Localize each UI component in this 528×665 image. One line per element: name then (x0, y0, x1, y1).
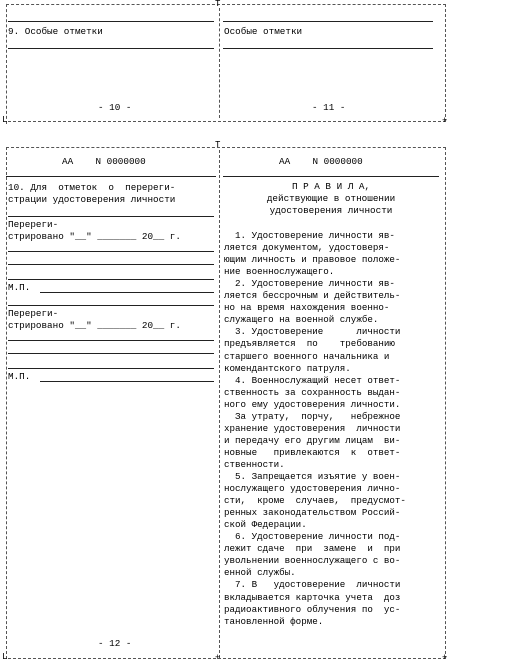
bottom-l-mark: L (2, 652, 8, 662)
left-rule (8, 279, 214, 280)
right-document-number: АА N 0000000 (279, 156, 363, 167)
top-left-rule-1 (8, 21, 214, 22)
rules-subtitle-2: удостоверения личности (269, 205, 393, 216)
rules-line: лежит сдаче при замене и при (224, 543, 401, 555)
page-number-12: - 12 - (98, 638, 132, 649)
rules-line: вкладывается карточка учета доз (224, 591, 401, 603)
left-rule (40, 292, 214, 293)
rules-line: предъявляется по требованию (224, 338, 395, 350)
bottom-left-vline (6, 147, 7, 659)
top-left-rule-2 (8, 48, 214, 49)
bottom-edge-line (6, 147, 446, 148)
rules-line: но на время нахождения военно- (224, 302, 390, 314)
top-bottom-edge-line (8, 121, 446, 122)
rules-line: ляется бессрочным и действитель- (224, 290, 401, 302)
reregistration-2-date: стрировано "__" _______ 20__ г. (8, 320, 181, 331)
rules-line: ской Федерации. (224, 519, 307, 531)
top-right-vline (445, 4, 446, 122)
rules-line: увольнении военнослужащего с во- (224, 555, 401, 567)
rules-subtitle-1: действующие в отношении (266, 193, 396, 204)
bottom-plus-mark-mid: + (215, 653, 221, 663)
left-rule (8, 340, 214, 341)
bottom-mid-vline (219, 150, 220, 658)
bottom-bottom-edge-line (8, 658, 446, 659)
bottom-plus-mark-right: + (442, 653, 448, 663)
rules-line: ляется документом, удостоверя- (224, 242, 390, 254)
top-right-rule-1 (223, 21, 433, 22)
left-rule (40, 381, 214, 382)
top-edge-line (6, 4, 446, 5)
left-rule (8, 264, 214, 265)
top-bottom-corner-mark: + (442, 116, 448, 126)
left-title-line-1: 10. Для отметок о перереги- (8, 182, 176, 193)
rules-line: 3. Удостоверение личности (224, 326, 401, 338)
rules-line: тановленной форме. (224, 615, 324, 627)
rules-line: ственности. (224, 458, 285, 470)
rules-line: 1. Удостоверение личности яв- (224, 230, 395, 241)
rules-title: П Р А В И Л А, (291, 181, 371, 192)
top-left-heading: 9. Особые отметки (8, 26, 103, 37)
top-mid-vline (219, 8, 220, 118)
rules-line: нослужащего удостоверения лично- (224, 483, 401, 495)
rules-line: ние военнослужащего. (224, 266, 335, 278)
left-rule (8, 305, 214, 306)
top-left-vline (6, 4, 7, 124)
left-header-rule (6, 176, 216, 177)
rules-line: радиоактивного облучения по ус- (224, 603, 401, 615)
rules-line: 7. В удостоверение личности (224, 579, 401, 591)
rules-line: ющим личность и правовое положе- (224, 254, 401, 266)
top-right-heading: Особые отметки (224, 26, 303, 37)
rules-line: хранение удостоверения личности (224, 422, 401, 434)
rules-line: ственность за сохранность выдан- (224, 386, 401, 398)
top-right-rule-2 (223, 48, 433, 49)
bottom-right-vline (445, 147, 446, 659)
rules-line: ренных законодательством Россий- (224, 507, 401, 519)
left-title-line-2: страции удостоверения личности (8, 194, 176, 205)
reregistration-1-date: стрировано "__" _______ 20__ г. (8, 231, 181, 242)
rules-line: 4. Военнослужащий несет ответ- (224, 374, 401, 386)
rules-line: новные привлекаются к ответ- (224, 446, 401, 458)
right-header-rule (223, 176, 439, 177)
rules-line: комендантского патруля. (224, 362, 351, 374)
rules-line: 5. Запрещается изъятие у воен- (224, 471, 401, 482)
left-document-number: АА N 0000000 (62, 156, 146, 167)
page-number-11: - 11 - (312, 102, 346, 113)
stamp-place-1: М.П. (8, 282, 31, 293)
rules-line: служащего на военной службе. (224, 314, 379, 326)
top-t-mark: T (215, 0, 221, 9)
rules-line: сти, кроме случаев, предусмот- (224, 495, 406, 507)
stamp-place-2: М.П. (8, 371, 31, 382)
rules-line: За утрату, порчу, небрежное (224, 410, 401, 422)
rules-line: старшего военного начальника и (224, 350, 390, 362)
top-l-mark: L (2, 115, 8, 125)
page-number-10: - 10 - (98, 102, 132, 113)
rules-line: и передачу его другим лицам ви- (224, 434, 401, 446)
rules-line: ного ему удостоверения личности. (224, 398, 401, 410)
reregistration-1-label: Перереги- (8, 219, 59, 230)
left-rule (8, 216, 214, 217)
reregistration-2-label: Перереги- (8, 308, 59, 319)
rules-line: 2. Удостоверение личности яв- (224, 278, 395, 290)
bottom-t-mark: T (215, 140, 221, 150)
rules-line: 6. Удостоверение личности под- (224, 531, 401, 543)
left-rule (8, 353, 214, 354)
left-rule (8, 368, 214, 369)
rules-line: енной службы. (224, 567, 296, 579)
left-rule (8, 251, 214, 252)
